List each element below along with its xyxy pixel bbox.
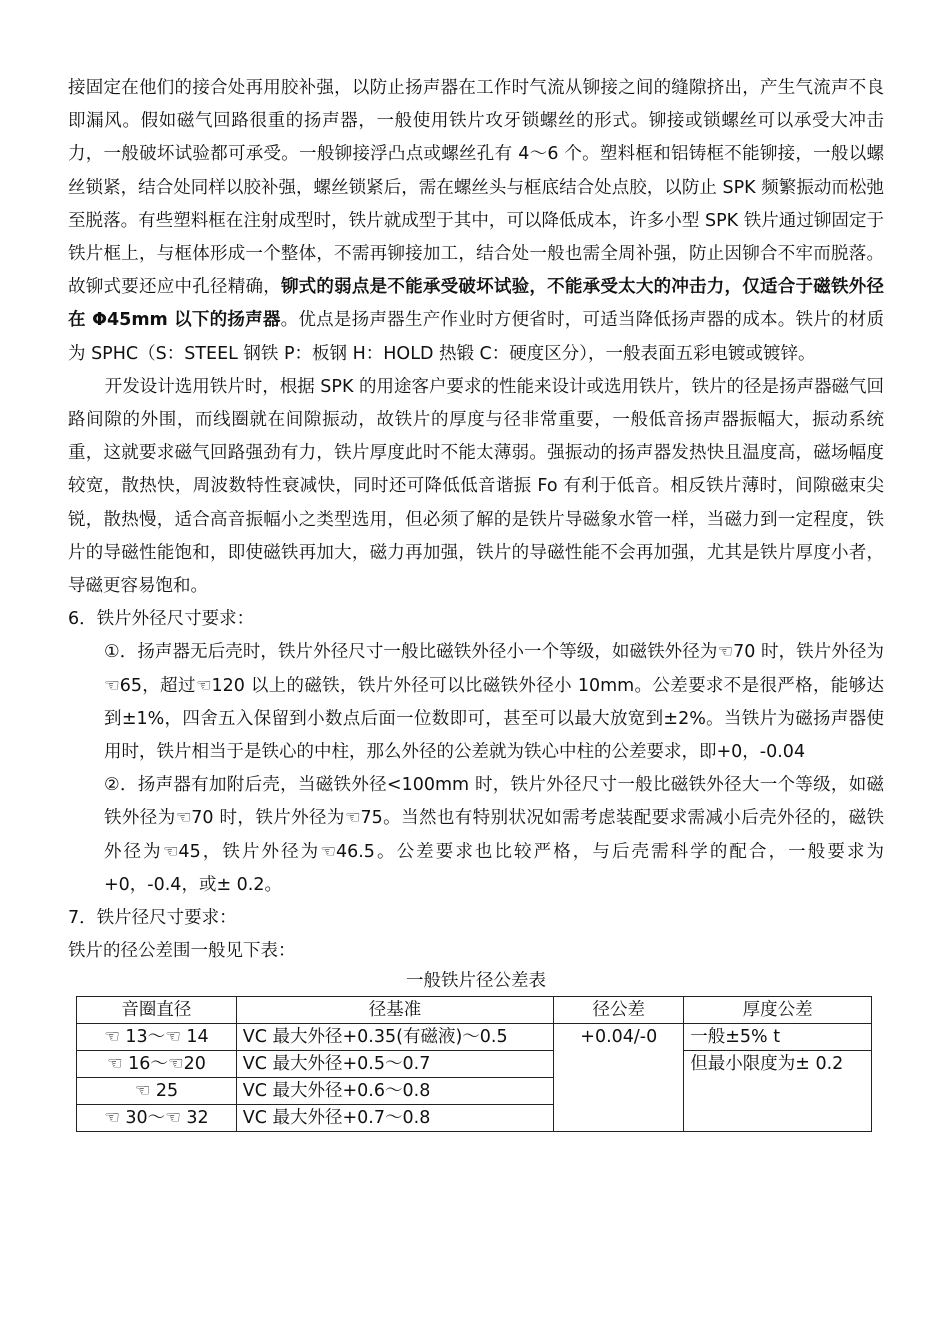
cell-coil-diameter: ☜ 16～☜20 [77, 1051, 237, 1078]
cell-reference: VC 最大外径+0.7～0.8 [236, 1105, 554, 1132]
cell-coil-diameter: ☜ 30～☜ 32 [77, 1105, 237, 1132]
cell-coil-diameter: ☜ 25 [77, 1078, 237, 1105]
table-header-row [77, 997, 872, 1024]
header-thickness: 厚度公差 [684, 997, 872, 1024]
table-row [77, 1051, 872, 1078]
heading-outer-diameter: 6．铁片外径尺寸要求： [68, 609, 255, 630]
cell-reference: VC 最大外径+0.6～0.8 [236, 1078, 554, 1105]
table-row [77, 1024, 872, 1051]
list-item-with-rear-cover: ②．扬声器有加附后壳，当磁铁外径<100mm 时，铁片外径尺寸一般比磁铁外径大一个等级，如磁铁外径为☜70 时，铁片外径为☜75。当然也有特别状况如需考虑装配要求需减小后壳外径的，磁铁外径为☜45，铁片外径为☜46.5。公差要求也比较严格，与后壳需科学的配合，一般要求为+0，-0.4，或± 0.2。 [104, 775, 884, 895]
table-intro: 铁片的径公差围一般见下表： [68, 941, 296, 962]
paragraph-design: 开发设计选用铁片时，根据 SPK 的用途客户要求的性能来设计或选用铁片，铁片的径是扬声器磁气回路间隙的外围，而线圈就在间隙振动，故铁片的厚度与径非常重要，一般低音扬声器振幅大，振动系统重，这就要求磁气回路强劲有力，铁片厚度此时不能太薄弱。强振动的扬声器发热快且温度高，磁场幅度较宽，散热快，周波数特性衰减快，同时还可降低低音谐振 Fo 有利于低音。相反铁片薄时，间隙磁束尖锐，散热慢，适合高音振幅小之类型选用，但必须了解的是铁片导磁象水管一样，当磁力到一定程度，铁片的导磁性能饱和，即使磁铁再加大，磁力再加强，铁片的导磁性能不会再加强，尤其是铁片厚度小者，导磁更容易饱和。 [68, 376, 885, 597]
cell-reference: VC 最大外径+0.5～0.7 [236, 1051, 554, 1078]
list-item-no-rear-cover: ①．扬声器无后壳时，铁片外径尺寸一般比磁铁外径小一个等级，如磁铁外径为☜70 时，铁片外径为☜65，超过☜120 以上的磁铁，铁片外径可以比磁铁外径小 10mm。公差要求不是很严格，能够达到±1%，四舍五入保留到小数点后面一位数即可，甚至可以最大放宽到±2%。当铁片为磁扬声器使用时，铁片相当于是铁心的中柱，那么外径的公差就为铁心中柱的公差要求，即+0，-0.04 [104, 642, 884, 763]
cell-thickness-general: 一般±5% t [684, 1024, 872, 1051]
paragraph-rivet [68, 72, 884, 371]
cell-coil-diameter: ☜ 13～☜ 14 [77, 1024, 237, 1051]
header-tolerance: 径公差 [554, 997, 684, 1024]
cell-tolerance: +0.04/-0 [554, 1024, 684, 1132]
cell-reference: VC 最大外径+0.35(有磁液)～0.5 [236, 1024, 554, 1051]
paragraph-rivet-bold: 铆式的弱点是不能承受破坏试验，不能承受太大的冲击力，仅适合于磁铁外径在 Φ45mm 以下的扬声器 [68, 277, 885, 331]
tolerance-table [76, 996, 872, 1132]
document-page [68, 72, 884, 1132]
paragraph-rivet-text: 接固定在他们的接合处再用胶补强，以防止扬声器在工作时气流从铆接之间的缝隙挤出，产生气流声不良即漏风。假如磁气回路很重的扬声器，一般使用铁片攻牙锁螺丝的形式。铆接或锁螺丝可以承受大冲击力，一般破坏试验都可承受。一般铆接浮凸点或螺丝孔有 4～6 个。塑料框和铝铸框不能铆接，一般以螺丝锁紧，结合处同样以胶补强，螺丝锁紧后，需在螺丝头与框底结合处点胶，以防止 SPK 频繁振动而松弛至脱落。有些塑料框在注射成型时，铁片就成型于其中，可以降低成本，许多小型 SPK 铁片通过铆固定于铁片框上，与框体形成一个整体，不需再铆接加工，结合处一般也需全周补强，防止因铆合不牢而脱落。故铆式要还应中孔径精确， [68, 78, 884, 298]
cell-thickness-minimum: 但最小限度为± 0.2 [684, 1051, 872, 1132]
header-reference: 径基准 [236, 997, 554, 1024]
header-coil-diameter: 音圈直径 [77, 997, 237, 1024]
heading-inner-diameter: 7．铁片径尺寸要求： [68, 908, 237, 929]
table-caption: 一般铁片径公差表 [406, 971, 546, 992]
paragraph-rivet-tail: 。优点是扬声器生产作业时方便省时，可适当降低扬声器的成本。铁片的材质为 SPHC（S：STEEL 钢铁 P：板钢 H：HOLD 热锻 C：硬度区分），一般表面五彩电镀或镀锌。 [68, 310, 885, 364]
